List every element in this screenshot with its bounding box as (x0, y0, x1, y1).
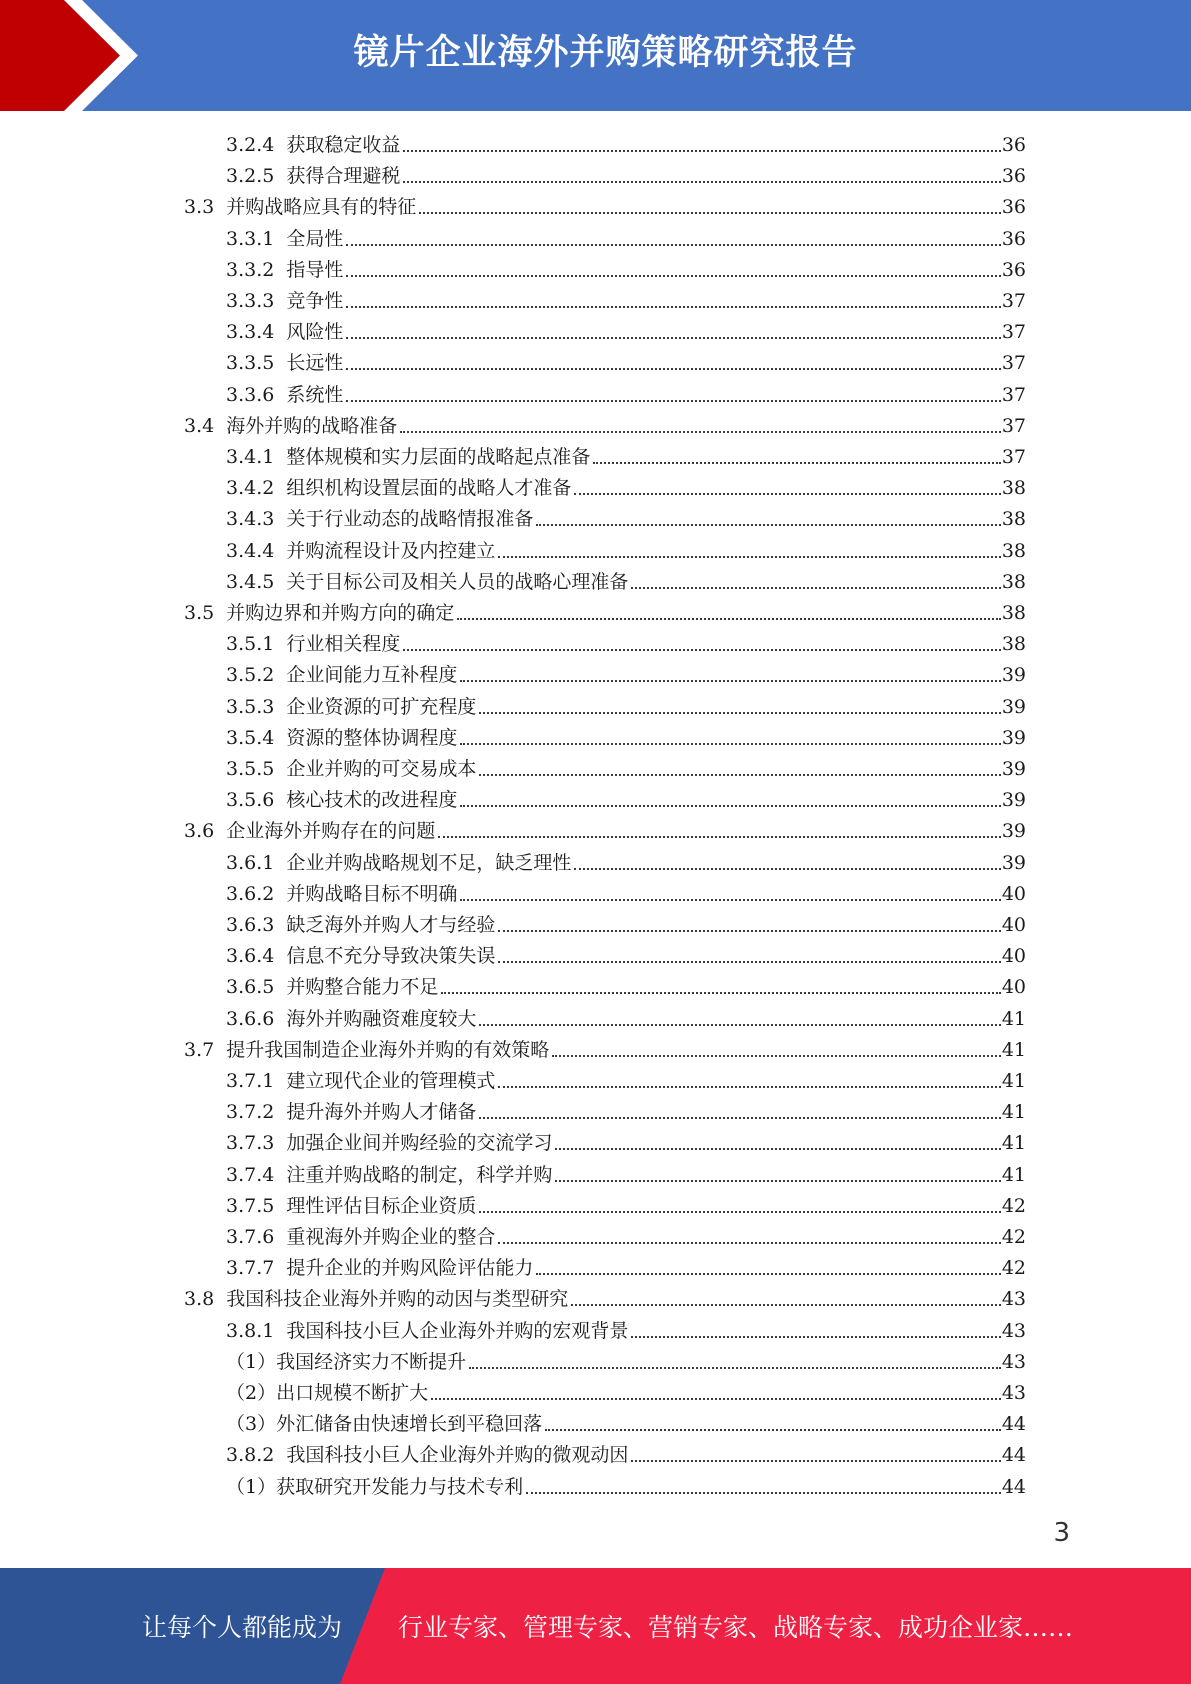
toc-entry-title: 关于目标公司及相关人员的战略心理准备 (286, 570, 629, 593)
toc-entry-number: 3.6.6 (226, 1007, 275, 1030)
toc-entry-title: 并购战略应具有的特征 (226, 196, 417, 219)
toc-dot-leader (403, 649, 1000, 651)
toc-entry-title: 提升企业的并购风险评估能力 (286, 1257, 534, 1280)
toc-entry-page: 41 (1001, 1101, 1026, 1124)
toc-entry[interactable] (226, 220, 1026, 251)
toc-entry[interactable] (226, 875, 1026, 906)
toc-entry-number: 3.5.2 (226, 664, 275, 687)
toc-dot-leader (419, 212, 1001, 214)
page-number: 3 (1053, 1518, 1070, 1548)
toc-entry[interactable] (226, 937, 1026, 968)
toc-entry[interactable] (226, 500, 1026, 531)
toc-dot-leader (457, 618, 1001, 620)
toc-dot-leader (555, 1148, 1000, 1150)
toc-entry[interactable] (226, 625, 1026, 656)
toc-entry[interactable] (226, 438, 1026, 469)
toc-entry[interactable] (226, 1374, 1026, 1405)
toc-dot-leader (441, 992, 1000, 994)
toc-entry-page: 38 (1001, 477, 1026, 500)
footer-slogan-right: 行业专家、管理专家、营销专家、战略专家、成功企业家…… (398, 1613, 1074, 1642)
toc-entry-title: 我国科技小巨人企业海外并购的宏观背景 (286, 1319, 629, 1342)
toc-dot-leader (498, 1086, 1000, 1088)
toc-dot-leader (460, 805, 1000, 807)
toc-dot-leader (526, 1492, 1001, 1494)
toc-entry-title: 提升海外并购人才储备 (286, 1101, 477, 1124)
toc-entry-number: 3.3.1 (226, 227, 275, 250)
toc-entry-number: 3.7.1 (226, 1070, 275, 1092)
toc-dot-leader (536, 524, 1000, 526)
toc-entry-number: 3.7.5 (226, 1194, 275, 1217)
toc-entry[interactable] (226, 1156, 1026, 1187)
toc-entry-title: （3）外汇储备由快速增长到平稳回落 (226, 1413, 543, 1436)
toc-entry[interactable] (226, 1093, 1026, 1124)
toc-entry[interactable] (226, 781, 1026, 812)
toc-entry-title: 企业资源的可扩充程度 (286, 695, 477, 718)
toc-dot-leader (346, 244, 1000, 246)
toc-entry-page: 41 (1001, 1163, 1026, 1186)
toc-entry-page: 38 (1001, 508, 1026, 531)
toc-entry-page: 41 (1001, 1007, 1026, 1030)
toc-entry-title: 海外并购的战略准备 (226, 414, 398, 437)
toc-entry[interactable] (226, 688, 1026, 719)
toc-entry-page: 43 (1001, 1382, 1026, 1404)
toc-entry-title: 并购战略目标不明确 (286, 882, 458, 905)
toc-entry-number: 3.5.3 (226, 695, 275, 718)
toc-dot-leader (469, 1367, 1001, 1369)
toc-dot-leader (460, 743, 1000, 745)
toc-entry-number: 3.8 (184, 1288, 215, 1311)
toc-entry-page: 37 (1001, 414, 1026, 437)
toc-entry-page: 42 (1001, 1257, 1026, 1280)
toc-dot-leader (555, 1180, 1000, 1182)
toc-entry-title: 企业海外并购存在的问题 (226, 820, 436, 843)
toc-entry-number: 3.5.4 (226, 726, 275, 749)
toc-entry[interactable] (226, 344, 1026, 375)
toc-entry-number: 3.5.6 (226, 789, 275, 812)
toc-entry-number: 3.7 (184, 1038, 215, 1061)
toc-entry-title: 行业相关程度 (286, 633, 401, 656)
toc-entry[interactable] (226, 1062, 1026, 1093)
toc-entry-number: 3.4.5 (226, 570, 275, 593)
toc-entry-page: 36 (1001, 165, 1026, 188)
toc-entry[interactable] (226, 251, 1026, 282)
toc-entry-title: 并购整合能力不足 (286, 976, 439, 999)
toc-entry-title: 注重并购战略的制定，科学并购 (286, 1163, 553, 1186)
toc-entry[interactable] (226, 1000, 1026, 1031)
toc-entry-number: 3.2.4 (226, 134, 275, 156)
toc-entry-page: 40 (1001, 914, 1026, 936)
toc-entry-number: 3.7.3 (226, 1132, 275, 1155)
toc-entry[interactable] (184, 812, 1026, 843)
toc-entry-page: 38 (1001, 602, 1026, 624)
toc-entry[interactable] (226, 1436, 1026, 1467)
toc-entry-number: 3.7.7 (226, 1257, 275, 1280)
toc-entry-page: 40 (1001, 976, 1026, 999)
toc-entry-number: 3.6.4 (226, 945, 275, 968)
toc-entry-title: 加强企业间并购经验的交流学习 (286, 1132, 553, 1155)
toc-entry-title: 企业并购的可交易成本 (286, 758, 477, 780)
toc-dot-leader (571, 1304, 1001, 1306)
toc-dot-leader (479, 1117, 1000, 1119)
toc-entry[interactable] (184, 1031, 1026, 1062)
toc-entry-page: 40 (1001, 882, 1026, 905)
toc-dot-leader (498, 556, 1000, 558)
toc-dot-leader (498, 1242, 1000, 1244)
toc-entry[interactable] (226, 376, 1026, 407)
toc-entry-title: 组织机构设置层面的战略人才准备 (286, 477, 572, 500)
toc-entry[interactable] (226, 1124, 1026, 1155)
toc-dot-leader (479, 1211, 1000, 1213)
toc-entry[interactable] (226, 126, 1026, 157)
toc-entry-title: 风险性 (286, 321, 344, 344)
toc-entry-number: 3.6 (184, 820, 215, 843)
toc-entry[interactable] (226, 750, 1026, 781)
toc-entry[interactable] (226, 844, 1026, 875)
toc-entry-page: 39 (1001, 726, 1026, 749)
toc-dot-leader (403, 150, 1000, 152)
toc-entry-page: 42 (1001, 1194, 1026, 1217)
toc-dot-leader (460, 680, 1000, 682)
report-title: 镜片企业海外并购策略研究报告 (353, 33, 858, 73)
toc-entry-page: 39 (1001, 695, 1026, 718)
toc-entry-number: 3.3.5 (226, 352, 275, 375)
toc-entry[interactable] (226, 1249, 1026, 1280)
toc-dot-leader (498, 930, 1000, 932)
toc-entry-page: 39 (1001, 789, 1026, 812)
toc-dot-leader (479, 712, 1000, 714)
toc-entry-title: 资源的整体协调程度 (286, 726, 458, 749)
toc-entry-number: 3.2.5 (226, 165, 275, 188)
toc-entry-title: 核心技术的改进程度 (286, 789, 458, 812)
toc-dot-leader (479, 1024, 1000, 1026)
toc-entry[interactable] (184, 188, 1026, 219)
toc-entry-page: 38 (1001, 539, 1026, 562)
toc-dot-leader (346, 368, 1000, 370)
toc-entry-page: 38 (1001, 633, 1026, 656)
toc-entry-number: 3.3.6 (226, 383, 275, 406)
toc-dot-leader (400, 431, 1001, 433)
toc-entry-title: 海外并购融资难度较大 (286, 1007, 477, 1030)
toc-entry[interactable] (226, 906, 1026, 937)
toc-entry-title: 我国科技小巨人企业海外并购的微观动因 (286, 1444, 629, 1467)
toc-entry[interactable] (226, 968, 1026, 999)
toc-entry-title: 企业间能力互补程度 (286, 664, 458, 687)
toc-entry-page: 43 (1001, 1319, 1026, 1342)
toc-entry-page: 38 (1001, 570, 1026, 593)
toc-entry[interactable] (226, 656, 1026, 687)
toc-entry-title: 建立现代企业的管理模式 (286, 1070, 496, 1092)
toc-entry-page: 43 (1001, 1350, 1026, 1373)
toc-entry-number: 3.7.6 (226, 1226, 275, 1248)
toc-entry-page: 41 (1001, 1132, 1026, 1155)
toc-dot-leader (574, 493, 1000, 495)
toc-entry-page: 37 (1001, 446, 1026, 468)
toc-entry-page: 36 (1001, 258, 1026, 281)
toc-dot-leader (536, 1273, 1000, 1275)
toc-entry-title: 重视海外并购企业的整合 (286, 1226, 496, 1248)
toc-entry-number: 3.5 (184, 602, 215, 624)
toc-entry-number: 3.4.1 (226, 446, 275, 468)
toc-dot-leader (460, 899, 1000, 901)
toc-entry-page: 39 (1001, 758, 1026, 780)
toc-dot-leader (438, 836, 1001, 838)
toc-entry[interactable] (184, 594, 1026, 625)
toc-entry-title: 关于行业动态的战略情报准备 (286, 508, 534, 531)
toc-entry-number: 3.6.1 (226, 851, 275, 874)
toc-entry-title: 并购边界和并购方向的确定 (226, 602, 455, 624)
toc-entry[interactable] (226, 1187, 1026, 1218)
toc-dot-leader (498, 961, 1000, 963)
toc-entry[interactable] (226, 1468, 1026, 1499)
toc-dot-leader (593, 462, 1000, 464)
toc-entry-number: 3.8.2 (226, 1444, 275, 1467)
toc-dot-leader (479, 774, 1000, 776)
toc-entry-title: 获得合理避税 (286, 165, 401, 188)
toc-entry[interactable] (226, 469, 1026, 500)
toc-dot-leader (631, 1460, 1000, 1462)
toc-entry-page: 39 (1001, 851, 1026, 874)
toc-entry-title: 竞争性 (286, 290, 344, 312)
toc-entry-page: 39 (1001, 820, 1026, 843)
toc-entry[interactable] (226, 1343, 1026, 1374)
toc-entry-page: 42 (1001, 1226, 1026, 1248)
toc-entry[interactable] (226, 563, 1026, 594)
toc-entry-number: 3.7.4 (226, 1163, 275, 1186)
toc-entry-page: 39 (1001, 664, 1026, 687)
toc-entry-page: 36 (1001, 134, 1026, 156)
toc-entry-number: 3.6.3 (226, 914, 275, 936)
report-header (0, 0, 1191, 111)
toc-dot-leader (431, 1398, 1001, 1400)
toc-entry-title: （2）出口规模不断扩大 (226, 1382, 429, 1404)
toc-entry-number: 3.6.2 (226, 882, 275, 905)
toc-entry-page: 44 (1001, 1444, 1026, 1467)
toc-entry[interactable] (226, 157, 1026, 188)
toc-entry-page: 37 (1001, 321, 1026, 344)
toc-entry-title: 系统性 (286, 383, 344, 406)
toc-entry-page: 37 (1001, 290, 1026, 312)
toc-entry-title: 缺乏海外并购人才与经验 (286, 914, 496, 936)
footer-banner (0, 1568, 1191, 1684)
toc-entry-page: 44 (1001, 1475, 1026, 1498)
toc-entry-title: 并购流程设计及内控建立 (286, 539, 496, 562)
toc-entry-number: 3.7.2 (226, 1101, 275, 1124)
toc-entry-number: 3.6.5 (226, 976, 275, 999)
toc-entry-page: 43 (1001, 1288, 1026, 1311)
toc-dot-leader (346, 400, 1000, 402)
toc-entry-number: 3.3.2 (226, 258, 275, 281)
toc-entry-number: 3.5.5 (226, 758, 275, 780)
toc-entry-number: 3.3 (184, 196, 215, 219)
toc-entry-number: 3.5.1 (226, 633, 275, 656)
toc-entry[interactable] (226, 313, 1026, 344)
toc-entry-number: 3.3.3 (226, 290, 275, 312)
toc-entry[interactable] (226, 719, 1026, 750)
toc-entry-title: 我国科技企业海外并购的动因与类型研究 (226, 1288, 569, 1311)
toc-entry[interactable] (226, 532, 1026, 563)
toc-dot-leader (574, 868, 1000, 870)
toc-entry-number: 3.4.2 (226, 477, 275, 500)
toc-dot-leader (403, 181, 1000, 183)
toc-entry-title: 理性评估目标企业资质 (286, 1194, 477, 1217)
toc-entry[interactable] (184, 407, 1026, 438)
toc-entry-title: 全局性 (286, 227, 344, 250)
toc-entry-title: 长远性 (286, 352, 344, 375)
toc-entry-page: 36 (1001, 196, 1026, 219)
footer-slogan-left: 让每个人都能成为 (142, 1613, 343, 1642)
toc-entry-number: 3.4.4 (226, 539, 275, 562)
toc-dot-leader (346, 275, 1000, 277)
toc-dot-leader (631, 1336, 1000, 1338)
toc-dot-leader (552, 1055, 1001, 1057)
toc-entry-page: 41 (1001, 1070, 1026, 1092)
toc-entry-title: 获取稳定收益 (286, 134, 401, 156)
toc-entry[interactable] (226, 1405, 1026, 1436)
toc-entry-page: 36 (1001, 227, 1026, 250)
toc-entry[interactable] (184, 1280, 1026, 1311)
toc-entry[interactable] (226, 1218, 1026, 1249)
toc-entry-title: 整体规模和实力层面的战略起点准备 (286, 446, 591, 468)
toc-entry-page: 37 (1001, 383, 1026, 406)
toc-entry-number: 3.4 (184, 414, 215, 437)
toc-entry-title: 信息不充分导致决策失误 (286, 945, 496, 968)
toc-entry-title: 企业并购战略规划不足，缺乏理性 (286, 851, 572, 874)
toc-entry-title: 指导性 (286, 258, 344, 281)
toc-entry-page: 44 (1001, 1413, 1026, 1436)
toc-entry-title: 提升我国制造企业海外并购的有效策略 (226, 1038, 550, 1061)
toc-entry-page: 41 (1001, 1038, 1026, 1061)
toc-entry-number: 3.4.3 (226, 508, 275, 531)
toc-dot-leader (346, 306, 1000, 308)
toc-dot-leader (346, 337, 1000, 339)
toc-entry[interactable] (226, 1312, 1026, 1343)
toc-dot-leader (545, 1429, 1001, 1431)
toc-entry-page: 37 (1001, 352, 1026, 375)
toc-entry[interactable] (226, 282, 1026, 313)
toc-entry-title: （1）获取研究开发能力与技术专利 (226, 1475, 524, 1498)
toc-entry-number: 3.3.4 (226, 321, 275, 344)
toc-entry-title: （1）我国经济实力不断提升 (226, 1350, 467, 1373)
toc-entry-page: 40 (1001, 945, 1026, 968)
toc-entry-number: 3.8.1 (226, 1319, 275, 1342)
toc-dot-leader (631, 587, 1000, 589)
